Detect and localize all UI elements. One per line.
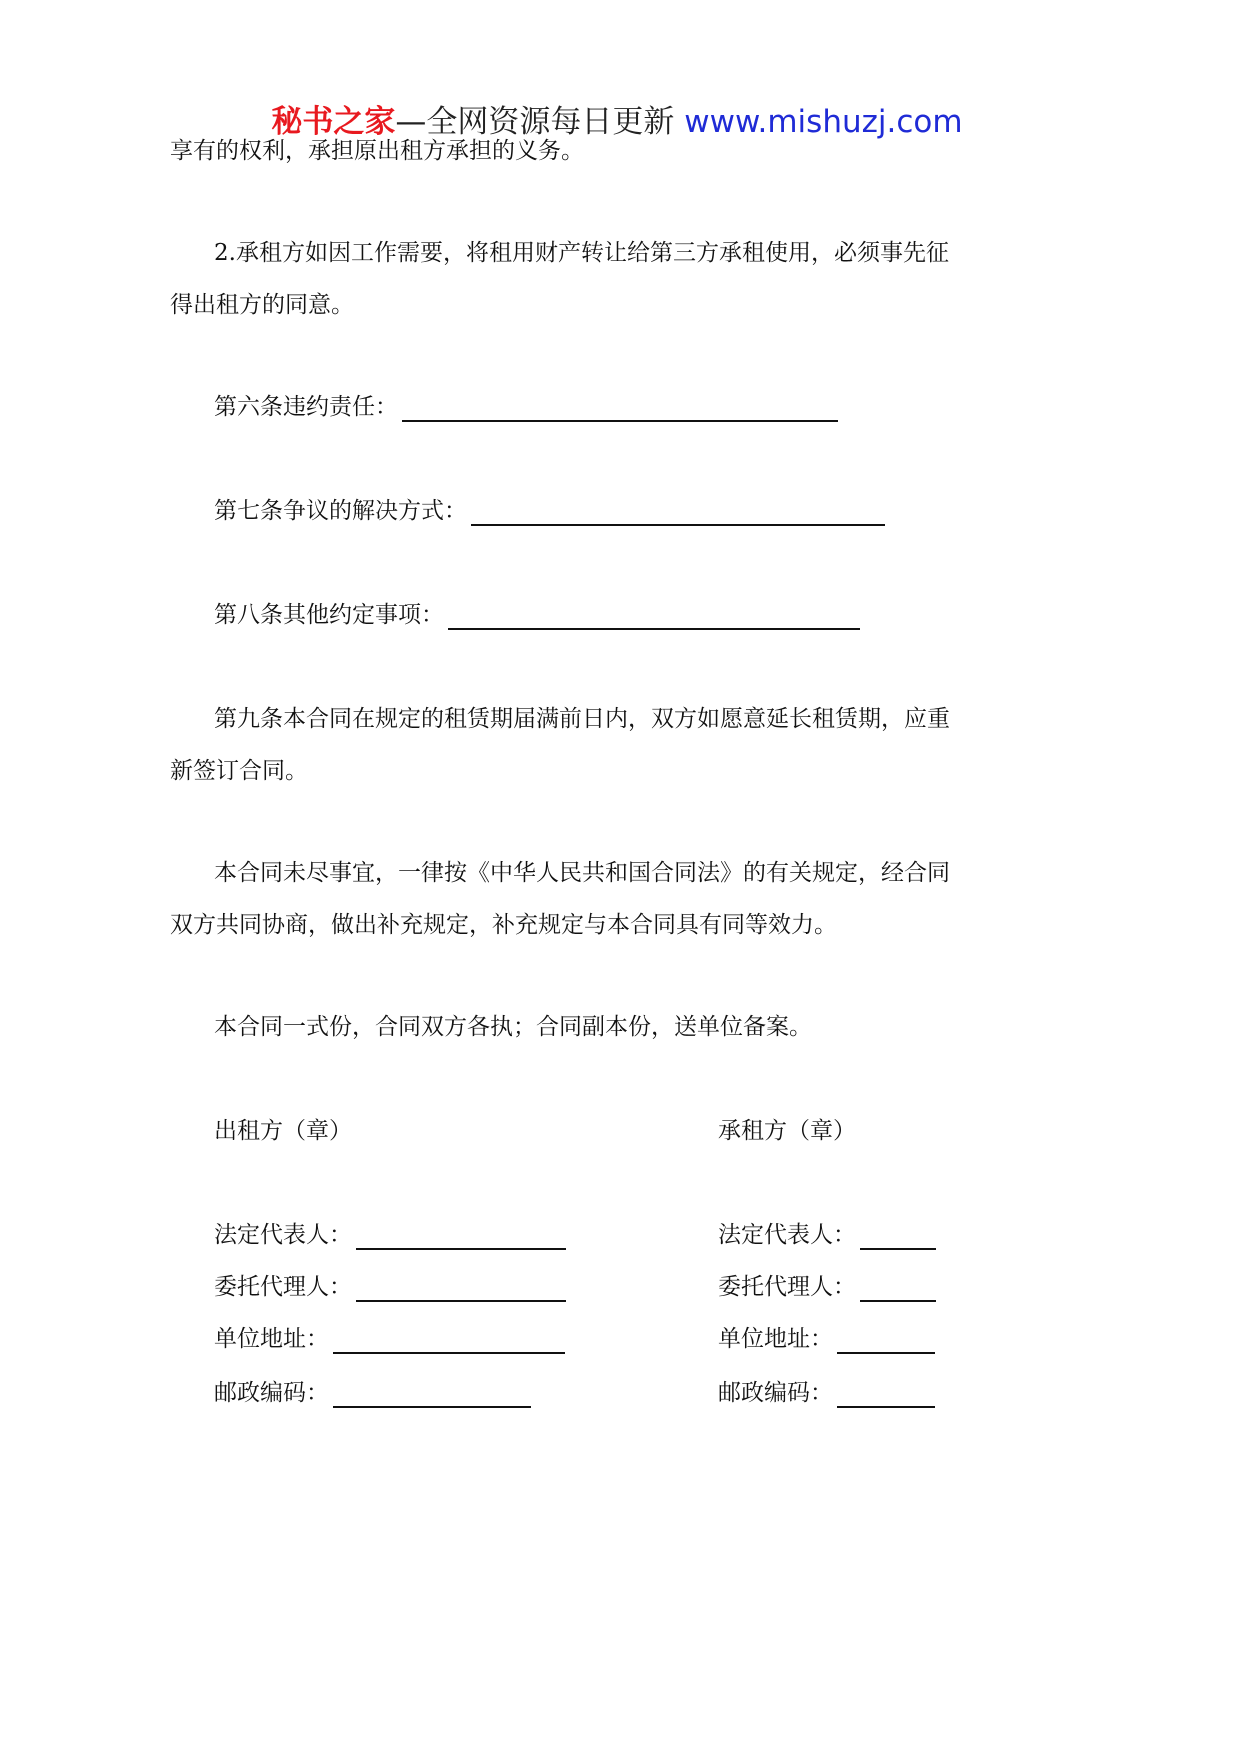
lessor-address-blank[interactable] <box>333 1330 565 1354</box>
lessor-postcode-label: 邮政编码： <box>214 1380 329 1406</box>
site-url-link[interactable]: www.mishuzj.com <box>684 104 963 140</box>
lessee-address-label: 单位地址： <box>718 1326 833 1352</box>
lessee-address-blank[interactable] <box>837 1330 935 1354</box>
site-slogan: —全网资源每日更新 <box>395 104 675 140</box>
article-6-blank[interactable] <box>402 398 838 422</box>
lessor-legal-rep-blank[interactable] <box>356 1226 566 1250</box>
lessee-legal-rep-label: 法定代表人： <box>718 1222 856 1248</box>
article-8-blank[interactable] <box>448 606 860 630</box>
article-7-line <box>214 496 885 526</box>
article-6-line <box>214 392 838 422</box>
lessor-agent-blank[interactable] <box>356 1278 566 1302</box>
lessor-legal-rep-label: 法定代表人： <box>214 1222 352 1248</box>
lessor-address-label: 单位地址： <box>214 1326 329 1352</box>
paragraph-line: 新签订合同。 <box>170 758 308 784</box>
lessor-postcode-line <box>214 1378 531 1408</box>
paragraph-line: 双方共同协商，做出补充规定，补充规定与本合同具有同等效力。 <box>170 912 837 938</box>
lessor-address-line <box>214 1324 565 1354</box>
lessee-postcode-label: 邮政编码： <box>718 1380 833 1406</box>
lessee-legal-rep-blank[interactable] <box>860 1226 936 1250</box>
article-8-line <box>214 600 860 630</box>
article-7-label: 第七条争议的解决方式： <box>214 498 467 524</box>
lessor-legal-rep-line <box>214 1220 566 1250</box>
paragraph-line: 享有的权利，承担原出租方承担的义务。 <box>170 138 584 164</box>
paragraph-line: 2.承租方如因工作需要，将租用财产转让给第三方承租使用，必须事先征 <box>214 240 949 266</box>
lessor-agent-label: 委托代理人： <box>214 1274 352 1300</box>
article-8-label: 第八条其他约定事项： <box>214 602 444 628</box>
site-brand: 秘书之家 <box>271 104 396 140</box>
lessor-postcode-blank[interactable] <box>333 1384 531 1408</box>
paragraph-line: 本合同一式份，合同双方各执；合同副本份，送单位备案。 <box>214 1014 812 1040</box>
lessee-address-line <box>718 1324 935 1354</box>
paragraph-line: 得出租方的同意。 <box>170 292 354 318</box>
article-6-label: 第六条违约责任： <box>214 394 398 420</box>
lessee-agent-label: 委托代理人： <box>718 1274 856 1300</box>
lessee-agent-line <box>718 1272 936 1302</box>
paragraph-line: 本合同未尽事宜，一律按《中华人民共和国合同法》的有关规定，经合同 <box>214 860 950 886</box>
lessee-postcode-line <box>718 1378 935 1408</box>
lessee-legal-rep-line <box>718 1220 936 1250</box>
lessee-agent-blank[interactable] <box>860 1278 936 1302</box>
lessor-agent-line <box>214 1272 566 1302</box>
lessor-title: 出租方（章） <box>214 1118 352 1144</box>
article-7-blank[interactable] <box>471 502 885 526</box>
lessee-title: 承租方（章） <box>718 1118 856 1144</box>
lessee-postcode-blank[interactable] <box>837 1384 935 1408</box>
paragraph-line: 第九条本合同在规定的租赁期届满前日内，双方如愿意延长租赁期，应重 <box>214 706 950 732</box>
